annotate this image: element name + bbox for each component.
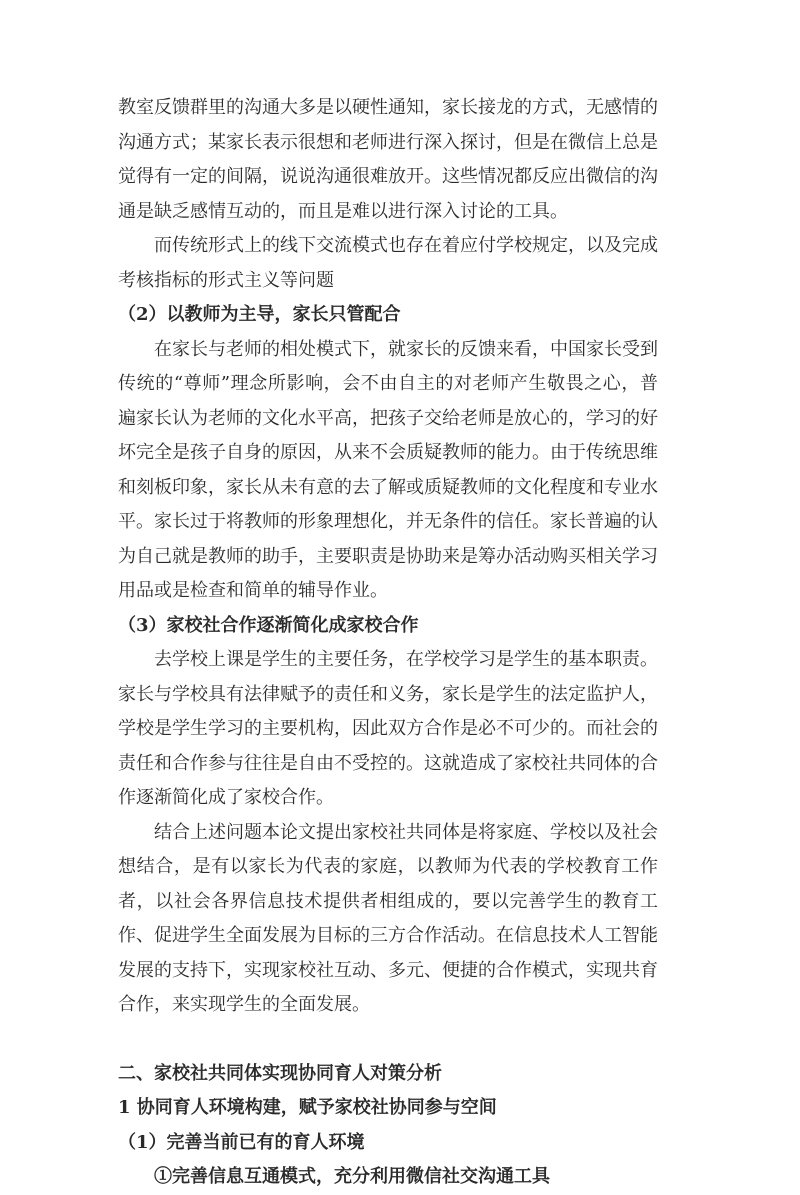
page-body xyxy=(118,91,658,1195)
paragraph-teacher-trust: 在家长与老师的相处模式下，就家长的反馈来看，中国家长受到传统的“尊师”理念所影响，会不由自主的对老师产生敬畏之心，普遍家长认为老师的文化水平高，把孩子交给老师是放心的，学习的好坏完全是孩子自身的原因，从来不会质疑教师的能力。由于传统思维和刻板印象，家长从未有意的去了解或质疑教师的文化程度和专业水平。家长过于将教师的形象理想化，并无条件的信任。家长普遍的认为自己就是教师的助手，主要职责是协助来是筹办活动购买相关学习用品或是检查和简单的辅导作业。 xyxy=(118,338,658,601)
list-item-1: ①完善信息互通模式，充分利用微信社交沟通工具 xyxy=(154,1166,550,1187)
section-heading-2: 二、家校社共同体实现协同育人对策分析 xyxy=(118,1062,442,1084)
paragraph-school-duty: 去学校上课是学生的主要任务，在学校学习是学生的基本职责。家长与学校具有法律赋予的责任和义务，家长是学生的法定监护人，学校是学生学习的主要机构，因此双方合作是必不可少的。而社会的责任和合作参与往往是自由不受控的。这就造成了家校社共同体的合作逐渐简化成了家校合作。 xyxy=(118,649,658,808)
paragraph-offline-formalism: 而传统形式上的线下交流模式也存在着应付学校规定，以及完成考核指标的形式主义等问题 xyxy=(118,235,658,291)
heading-teacher-led: （2）以教师为主导，家长只管配合 xyxy=(118,304,401,325)
subsection-heading-1-1: （1）完善当前已有的育人环境 xyxy=(118,1131,365,1153)
paragraph-proposal: 结合上述问题本论文提出家校社共同体是将家庭、学校以及社会想结合，是有以家长为代表的家庭，以教师为代表的学校教育工作者，以社会各界信息技术提供者相组成的，要以完善学生的教育工作、促进学生全面发展为目标的三方合作活动。在信息技术人工智能发展的支持下，实现家校社互动、多元、便捷的合作模式，实现共育合作，来实现学生的全面发展。 xyxy=(118,821,658,1015)
heading-home-school: （3）家校社合作逐渐简化成家校合作 xyxy=(118,614,419,636)
section-gap xyxy=(118,1023,658,1057)
paragraph-wechat-feedback: 教室反馈群里的沟通大多是以硬性通知，家长接龙的方式，无感情的沟通方式；某家长表示很想和老师进行深入探讨，但是在微信上总是觉得有一定的间隔，说说沟通很难放开。这些情况都反应出微信的沟通是缺乏感情互动的，而且是难以进行深入讨论的工具。 xyxy=(118,97,658,222)
subsection-heading-1: 1 协同育人环境构建，赋予家校社协同参与空间 xyxy=(118,1097,497,1118)
